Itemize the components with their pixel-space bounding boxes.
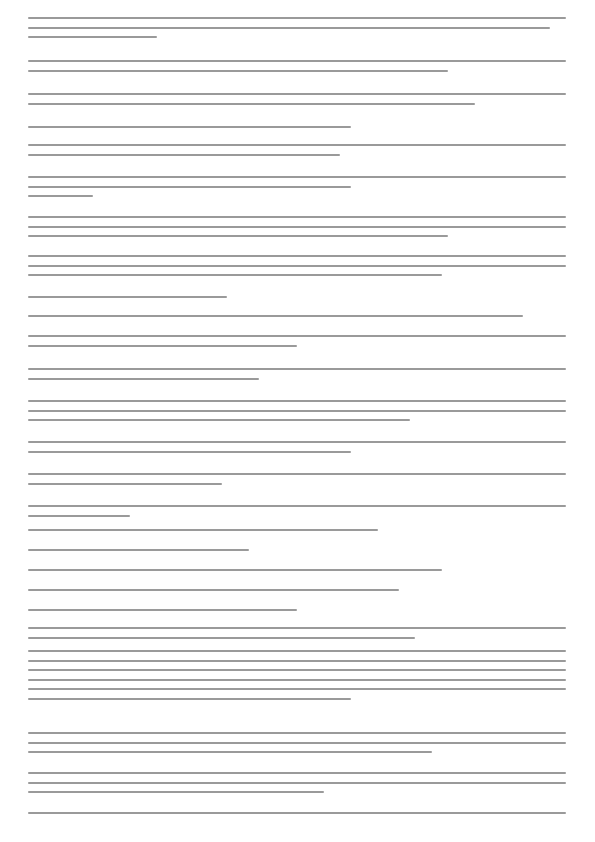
paragraph-21 — [28, 605, 566, 615]
paragraph-6 — [28, 172, 566, 201]
paragraph-5 — [28, 140, 566, 159]
paragraph-13 — [28, 396, 566, 425]
paragraph-15 — [28, 469, 566, 488]
paragraph-23 — [28, 646, 566, 703]
paragraph-10 — [28, 311, 566, 321]
paragraph-25 — [28, 768, 566, 797]
paragraph-19 — [28, 565, 566, 575]
paragraph-9 — [28, 292, 566, 302]
paragraph-26 — [28, 808, 566, 818]
paragraph-14 — [28, 437, 566, 456]
paragraph-20 — [28, 585, 566, 595]
paragraph-24 — [28, 728, 566, 757]
paragraph-4 — [28, 122, 566, 132]
paragraph-17 — [28, 525, 566, 535]
paragraph-18 — [28, 545, 566, 555]
paragraph-2 — [28, 56, 566, 75]
paragraph-7 — [28, 212, 566, 241]
paragraph-8 — [28, 251, 566, 280]
paragraph-11 — [28, 331, 566, 350]
paragraph-1 — [28, 13, 566, 42]
paragraph-3 — [28, 89, 566, 108]
paragraph-12 — [28, 364, 566, 383]
paragraph-16 — [28, 501, 566, 520]
paragraph-22 — [28, 623, 566, 642]
